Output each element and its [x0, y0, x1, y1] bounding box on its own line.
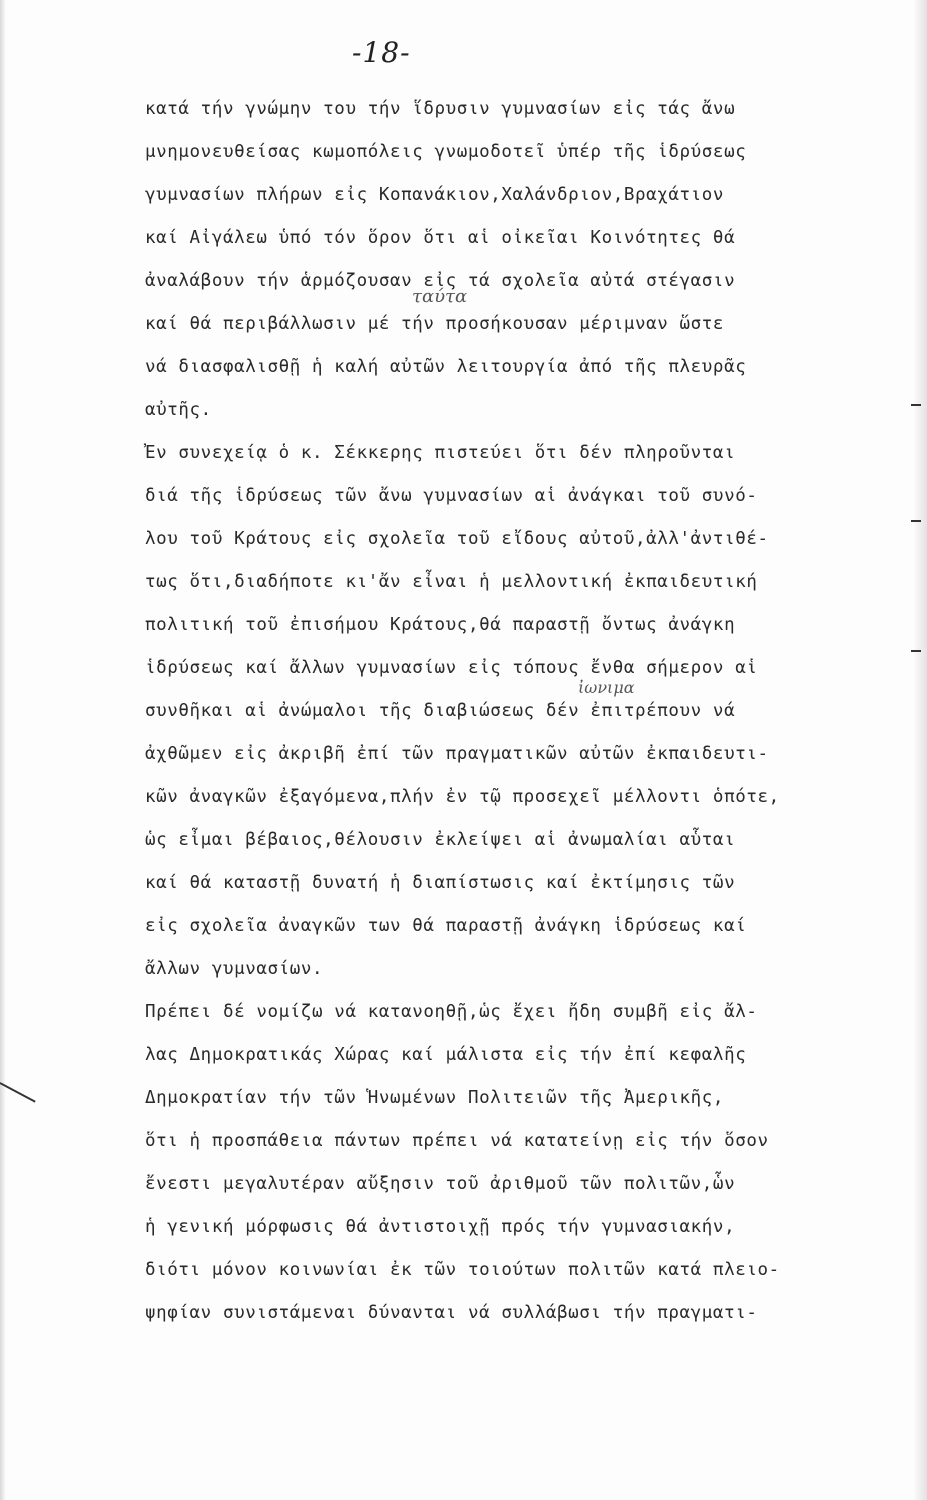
handwritten-annotation: ταύτα: [412, 286, 468, 307]
margin-tick-mark: [911, 520, 921, 522]
text-line: γυμνασίων πλήρων εἰς Κοπανάκιον,Χαλάνδριον,Βραχάτιον: [145, 185, 725, 205]
text-line: ὅτι ἡ προσπάθεια πάντων πρέπει νά κατατείνῃ εἰς τήν ὅσον: [145, 1131, 769, 1151]
typed-body-text: [145, 88, 910, 1335]
text-line: Πρέπει δέ νομίζω νά κατανοηθῇ,ὡς ἔχει ἤδη συμβῆ εἰς ἄλ-: [145, 1002, 758, 1022]
text-line: ἀναλάβουν τήν ἁρμόζουσαν εἰς τά σχολεῖα αὐτά στέγασιν: [145, 271, 736, 291]
text-line: πολιτική τοῦ ἐπισήμου Κράτους,θά παραστῇ ὄντως ἀνάγκη: [145, 615, 736, 635]
text-line: ἔνεστι μεγαλυτέραν αὔξησιν τοῦ ἀριθμοῦ τῶν πολιτῶν,ὧν: [145, 1174, 736, 1194]
text-line: κατά τήν γνώμην του τήν ἵδρυσιν γυμνασίων εἰς τάς ἄνω: [145, 99, 736, 119]
handwritten-annotation: ἰωνιμα: [578, 678, 635, 697]
margin-tick-mark: [911, 650, 921, 652]
text-line: ἄλλων γυμνασίων.: [145, 959, 324, 979]
scan-right-edge: [913, 0, 927, 1500]
text-line: καί θά καταστῇ δυνατή ἡ διαπίστωσις καί ἐκτίμησις τῶν: [145, 873, 736, 893]
text-line: Δημοκρατίαν τήν τῶν Ἡνωμένων Πολιτειῶν τῆς Ἀμερικῆς,: [145, 1088, 725, 1108]
text-line: κῶν ἀναγκῶν ἐξαγόμενα,πλήν ἐν τῷ προσεχεῖ μέλλοντι ὁπότε,: [145, 787, 780, 807]
text-line: ψηφίαν συνιστάμεναι δύνανται νά συλλάβωσι τήν πραγματι-: [145, 1303, 758, 1323]
scan-left-edge: [0, 0, 6, 1500]
text-line: λας Δημοκρατικάς Χώρας καί μάλιστα εἰς τήν ἐπί κεφαλῆς: [145, 1045, 747, 1065]
text-line: αὐτῆς.: [145, 400, 212, 420]
text-line: ἱδρύσεως καί ἄλλων γυμνασίων εἰς τόπους ἔνθα σήμερον αἱ: [145, 658, 758, 678]
text-line: μνημονευθείσας κωμοπόλεις γνωμοδοτεῖ ὑπέρ τῆς ἱδρύσεως: [145, 142, 747, 162]
text-line: τως ὅτι,διαδήποτε κι'ἄν εἶναι ἡ μελλοντική ἐκπαιδευτική: [145, 572, 758, 592]
text-line: ἡ γενική μόρφωσις θά ἀντιστοιχῇ πρός τήν γυμνασιακήν,: [145, 1217, 736, 1237]
text-line: νά διασφαλισθῇ ἡ καλή αὐτῶν λειτουργία ἀπό τῆς πλευρᾶς: [145, 357, 747, 377]
text-line: διότι μόνον κοινωνίαι ἐκ τῶν τοιούτων πολιτῶν κατά πλειο-: [145, 1260, 780, 1280]
text-line: Ἐν συνεχείᾳ ὁ κ. Σέκκερης πιστεύει ὅτι δέν πληροῦνται: [145, 443, 736, 463]
margin-tick-mark: [911, 404, 921, 406]
text-line: διά τῆς ἱδρύσεως τῶν ἄνω γυμνασίων αἱ ἀνάγκαι τοῦ συνό-: [145, 486, 758, 506]
page-number: -18-: [352, 36, 411, 69]
text-line: λου τοῦ Κράτους εἰς σχολεῖα τοῦ εἴδους αὐτοῦ,ἀλλ'ἀντιθέ-: [145, 529, 769, 549]
text-line: ὡς εἶμαι βέβαιος,θέλουσιν ἐκλείψει αἱ ἀνωμαλίαι αὗται: [145, 830, 736, 850]
text-line: καί Αἰγάλεω ὑπό τόν ὅρον ὅτι αἱ οἰκεῖαι Κοινότητες θά: [145, 228, 736, 248]
text-line: καί θά περιβάλλωσιν μέ τήν προσήκουσαν μέριμναν ὥστε: [145, 314, 725, 334]
text-line: συνθῆκαι αἱ ἀνώμαλοι τῆς διαβιώσεως δέν ἐπιτρέπουν νά: [145, 701, 736, 721]
text-line: εἰς σχολεῖα ἀναγκῶν των θά παραστῇ ἀνάγκη ἱδρύσεως καί: [145, 916, 747, 936]
text-line: ἀχθῶμεν εἰς ἀκριβῆ ἐπί τῶν πραγματικῶν αὐτῶν ἐκπαιδευτι-: [145, 744, 769, 764]
